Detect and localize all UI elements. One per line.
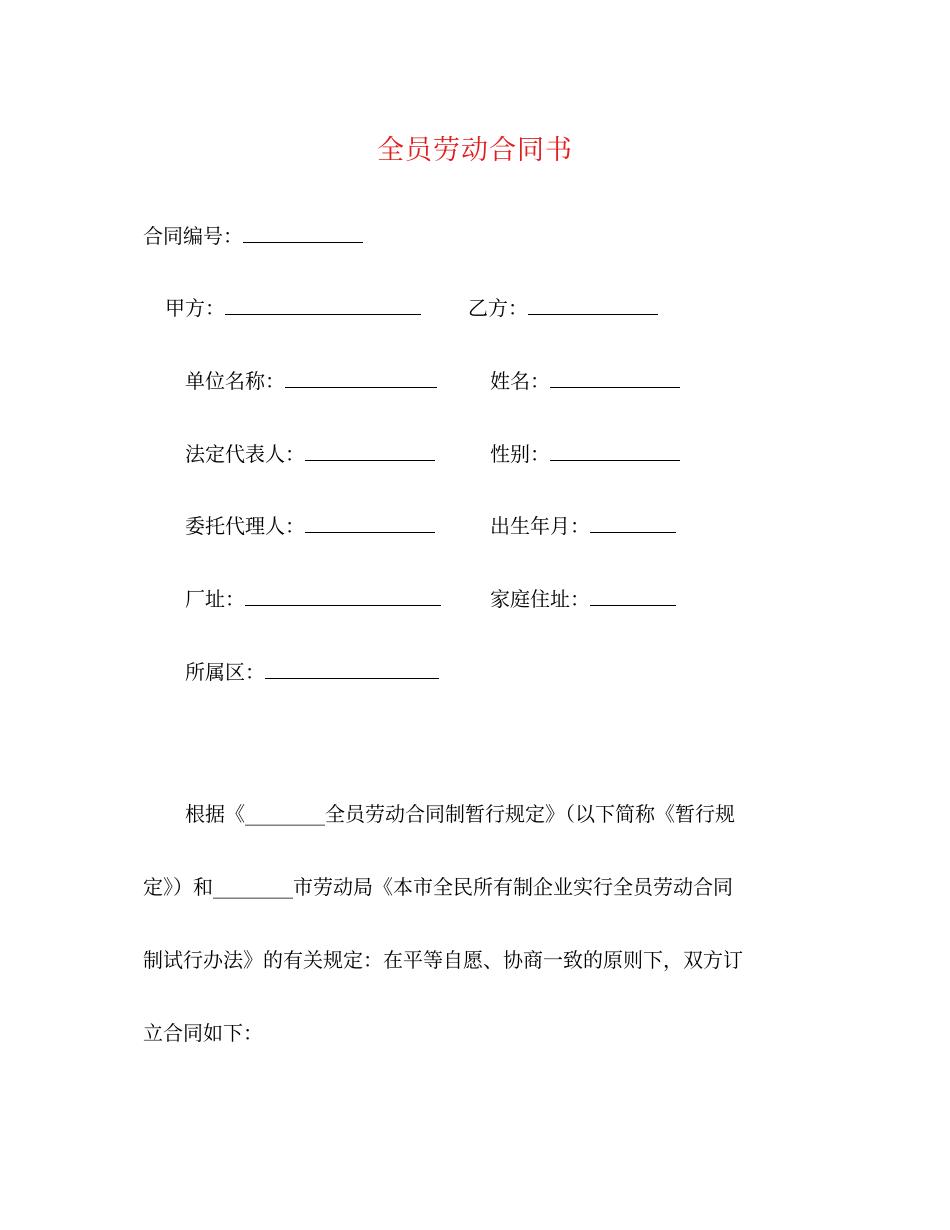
preamble-line-1: 根据《________全员劳动合同制暂行规定》（以下简称《暂行规 — [185, 802, 735, 826]
birth-label: 出生年月： — [490, 514, 590, 538]
factory-address-blank — [245, 585, 441, 606]
district-blank — [265, 658, 439, 679]
preamble-line-2: 定》）和________市劳动局《本市全民所有制企业实行全员劳动合同 — [143, 875, 733, 899]
unit-name-label: 单位名称： — [185, 369, 285, 393]
agent-row — [185, 512, 435, 540]
contract-number-label: 合同编号： — [143, 224, 243, 248]
gender-label: 性别： — [490, 442, 550, 466]
party-a-label: 甲方： — [165, 296, 225, 320]
factory-address-label: 厂址： — [185, 587, 245, 611]
legal-rep-label: 法定代表人： — [185, 442, 305, 466]
contract-number-row — [143, 222, 363, 250]
gender-blank — [550, 440, 680, 461]
party-b-row — [468, 294, 658, 322]
agent-blank — [305, 512, 435, 533]
preamble-paragraph — [143, 778, 803, 1070]
party-b-label: 乙方： — [468, 296, 528, 320]
preamble-line-4: 立合同如下： — [143, 1021, 263, 1045]
birth-row — [490, 512, 676, 540]
name-row — [490, 367, 680, 395]
birth-blank — [590, 512, 676, 533]
legal-rep-blank — [305, 440, 435, 461]
contract-number-blank — [243, 222, 363, 243]
party-a-row — [165, 294, 421, 322]
home-address-row — [490, 585, 676, 613]
name-blank — [550, 367, 680, 388]
home-address-label: 家庭住址： — [490, 587, 590, 611]
factory-address-row — [185, 585, 441, 613]
gender-row — [490, 440, 680, 468]
unit-name-row — [185, 367, 437, 395]
district-label: 所属区： — [185, 660, 265, 684]
party-a-blank — [225, 294, 421, 315]
agent-label: 委托代理人： — [185, 514, 305, 538]
document-title: 全员劳动合同书 — [377, 135, 573, 166]
name-label: 姓名： — [490, 369, 550, 393]
preamble-line-3: 制试行办法》的有关规定：在平等自愿、协商一致的原则下，双方订 — [143, 948, 743, 972]
unit-name-blank — [285, 367, 437, 388]
party-b-blank — [528, 294, 658, 315]
district-row — [185, 658, 439, 686]
home-address-blank — [590, 585, 676, 606]
legal-rep-row — [185, 440, 435, 468]
